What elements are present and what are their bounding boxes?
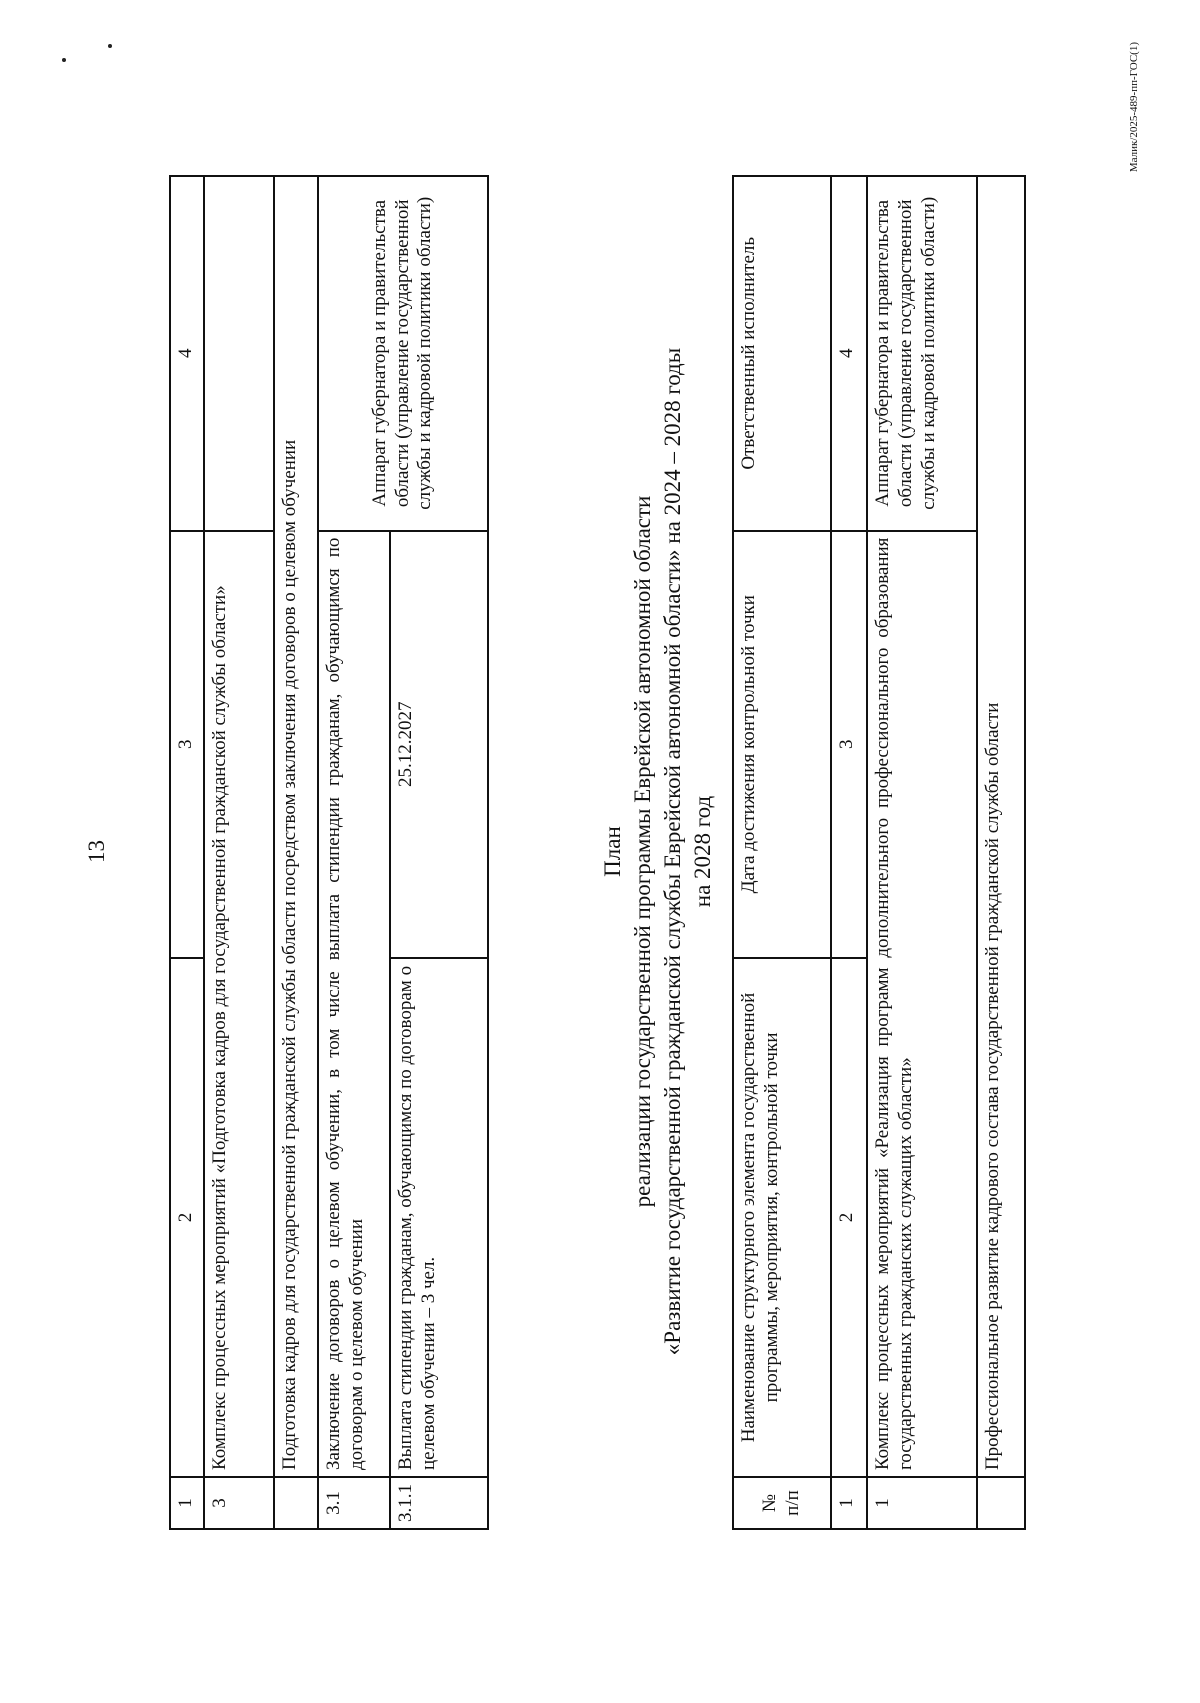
- row-executor: Аппарат губернатора и правительства области (управление государственной службы и кадровой политики области): [318, 176, 488, 531]
- column-number: 2: [831, 958, 867, 1477]
- column-header: Дата достижения контрольной точки: [733, 531, 831, 958]
- section-title: Подготовка кадров для государственной гражданской службы области посредством заключения договоров о целевом обучении: [274, 176, 318, 1477]
- row-name: Комплекс процессных мероприятий «Реализация программ дополнительного профессионального образования государственных гражданских служащих области»: [867, 531, 977, 1477]
- plan-subtitle-line1: реализации государственной программы Еврейской автономной области: [629, 495, 655, 1208]
- table-row: [318, 176, 390, 1529]
- scan-speck: [108, 44, 112, 48]
- plan-subtitle-line3: на 2028 год: [689, 795, 715, 908]
- plan-title: План: [600, 826, 625, 877]
- column-number: 3: [831, 531, 867, 958]
- row-executor: Аппарат губернатора и правительства области (управление государственной службы и кадровой политики области): [867, 176, 977, 531]
- page-number: 13: [84, 840, 109, 863]
- column-header: № п/п: [733, 1477, 831, 1529]
- bottom-table: [732, 175, 1026, 1530]
- header-cell: 4: [170, 176, 204, 531]
- column-header: Ответственный исполнитель: [733, 176, 831, 531]
- table-row: [733, 176, 831, 1529]
- table-row: [867, 176, 977, 1529]
- row-name: Выплата стипендии гражданам, обучающимся по договорам о целевом обучении – 3 чел.: [390, 958, 488, 1477]
- section-title: Профессиональное развитие кадрового состава государственной гражданской службы области: [977, 176, 1025, 1477]
- row-number: [977, 1477, 1025, 1529]
- row-number: 3.1.1: [390, 1477, 488, 1529]
- row-number: 1: [867, 1477, 977, 1529]
- row-number: 3: [204, 1477, 274, 1529]
- column-header: Наименование структурного элемента государственной программы, мероприятия, контрольной точки: [733, 958, 831, 1477]
- row-number: [274, 1477, 318, 1529]
- table-row: [170, 176, 204, 1529]
- row-executor: [204, 176, 274, 531]
- row-number: 3.1: [318, 1477, 390, 1529]
- header-cell: 2: [170, 958, 204, 1477]
- table-row: [831, 176, 867, 1529]
- scan-speck: [62, 58, 66, 62]
- column-number: 4: [831, 176, 867, 531]
- document-code: Малик/2025-489-пп-ГОС(1): [1128, 42, 1140, 173]
- column-number: 1: [831, 1477, 867, 1529]
- header-cell: 1: [170, 1477, 204, 1529]
- row-name: Комплекс процессных мероприятий «Подготовка кадров для государственной гражданской службы области»: [204, 531, 274, 1477]
- row-date: 25.12.2027: [390, 531, 488, 958]
- table-row: [204, 176, 274, 1529]
- plan-subtitle-line2: «Развитие государственной гражданской службы Еврейской автономной области» на 2024 – 2028 годы: [659, 347, 685, 1356]
- table-row: [274, 176, 318, 1529]
- top-table: [169, 175, 489, 1530]
- row-name: Заключение договоров о целевом обучении, в том числе выплата стипендии гражданам, обучающимся по договорам о целевом обучении: [318, 531, 390, 1477]
- header-cell: 3: [170, 531, 204, 958]
- table-row: [977, 176, 1025, 1529]
- plan-title-block: [598, 0, 718, 1703]
